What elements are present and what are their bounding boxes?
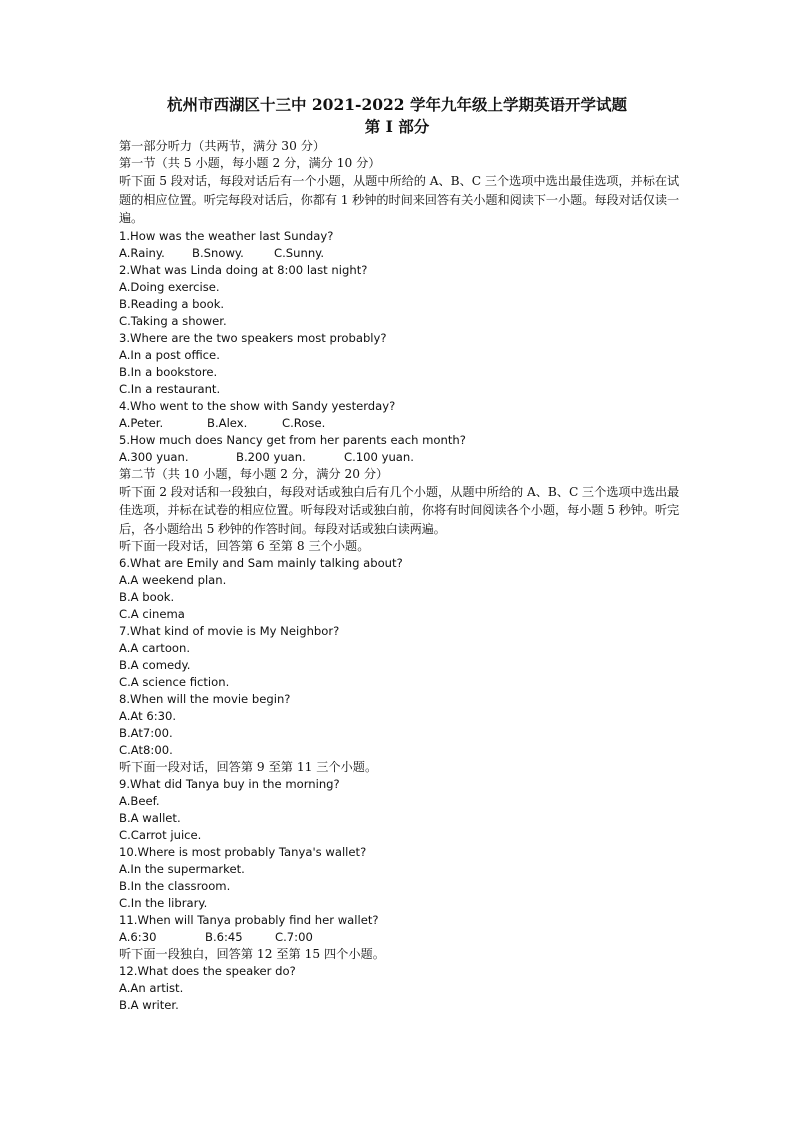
- listening-cue: 听下面一段独白，回答第 12 至第 15 四个小题。: [119, 947, 385, 961]
- question-text: 10.Where is most probably Tanya's wallet?: [119, 845, 367, 859]
- option: C.A cinema: [119, 607, 185, 621]
- option: C.100 yuan.: [344, 449, 414, 464]
- option: A.A cartoon.: [119, 641, 191, 655]
- option: A.In the supermarket.: [119, 862, 245, 876]
- option: A.An artist.: [119, 981, 184, 995]
- listening-cue: 听下面一段对话，回答第 9 至第 11 三个小题。: [119, 760, 378, 774]
- section-heading: 第二节（共 10 小题，每小题 2 分，满分 20 分）: [119, 466, 389, 481]
- question-text: 6.What are Emily and Sam mainly talking about?: [119, 556, 403, 570]
- option: B.Alex.: [207, 415, 248, 430]
- option: A.Beef.: [119, 794, 160, 808]
- page-title: 杭州市西湖区十三中 2021-2022 学年九年级上学期英语开学试题: [166, 95, 627, 114]
- listening-cue: 听下面一段对话，回答第 6 至第 8 三个小题。: [119, 539, 370, 553]
- option: B.200 yuan.: [236, 449, 306, 464]
- option: C.A science fiction.: [119, 675, 230, 689]
- section-instructions: 听下面 5 段对话，每段对话后有一个小题，从题中所给的 A、B、C 三个选项中选出最佳选项，并标在试题的相应位置。听完每段对话后，你都有 1 秒钟的时间来回答有关小题和阅读下一小题。每段对话仅读一遍。: [119, 174, 679, 225]
- page-subtitle: 第 I 部分: [364, 117, 430, 136]
- option: A.Peter.: [119, 415, 164, 430]
- option: A.In a post office.: [119, 347, 220, 362]
- option: C.Taking a shower.: [119, 313, 227, 328]
- option: A.Doing exercise.: [119, 279, 220, 294]
- option: C.7:00: [275, 930, 313, 944]
- option: B.At7:00.: [119, 726, 173, 740]
- option-row: [119, 245, 679, 262]
- option: A.At 6:30.: [119, 709, 177, 723]
- question-text: 3.Where are the two speakers most probably?: [119, 330, 387, 345]
- option: A.6:30: [119, 930, 157, 944]
- option-row: [119, 929, 679, 946]
- exam-body: [119, 138, 679, 1014]
- option: C.In a restaurant.: [119, 381, 221, 396]
- option: A.A weekend plan.: [119, 573, 227, 587]
- option: B.6:45: [205, 930, 243, 944]
- option: C.Sunny.: [274, 245, 325, 260]
- section-heading: 第一节（共 5 小题，每小题 2 分，满分 10 分）: [119, 156, 381, 170]
- option: C.Rose.: [282, 415, 326, 430]
- question-text: 4.Who went to the show with Sandy yesterday?: [119, 398, 396, 413]
- question-text: 8.When will the movie begin?: [119, 692, 291, 706]
- option: B.A wallet.: [119, 811, 181, 825]
- option: B.A writer.: [119, 998, 179, 1012]
- question-text: 5.How much does Nancy get from her parents each month?: [119, 432, 466, 447]
- question-text: 11.When will Tanya probably find her wallet?: [119, 913, 379, 927]
- option: C.At8:00.: [119, 743, 173, 757]
- option: A.Rainy.: [119, 245, 165, 260]
- option-row: [119, 449, 679, 466]
- section-instructions: 听下面 2 段对话和一段独白，每段对话或独白后有几个小题，从题中所给的 A、B、C 三个选项中选出最佳选项，并标在试卷的相应位置。听每段对话或独白前，你将有时间阅读各个小题，每小题 5 秒钟。听完后，各小题给出 5 秒钟的作答时间。每段对话或独白读两遍。: [119, 484, 679, 536]
- question-text: 1.How was the weather last Sunday?: [119, 228, 334, 243]
- option: B.In the classroom.: [119, 879, 231, 893]
- question-text: 2.What was Linda doing at 8:00 last night?: [119, 262, 368, 277]
- option-row: [119, 415, 679, 432]
- option: B.Reading a book.: [119, 296, 225, 311]
- question-text: 9.What did Tanya buy in the morning?: [119, 777, 340, 791]
- question-text: 12.What does the speaker do?: [119, 964, 296, 978]
- option: B.In a bookstore.: [119, 364, 218, 379]
- option: A.300 yuan.: [119, 449, 189, 464]
- option: B.Snowy.: [192, 245, 244, 260]
- option: B.A comedy.: [119, 658, 191, 672]
- part-heading: 第一部分听力（共两节，满分 30 分）: [119, 139, 326, 153]
- option: C.Carrot juice.: [119, 828, 202, 842]
- question-text: 7.What kind of movie is My Neighbor?: [119, 624, 340, 638]
- option: C.In the library.: [119, 896, 208, 910]
- option: B.A book.: [119, 590, 175, 604]
